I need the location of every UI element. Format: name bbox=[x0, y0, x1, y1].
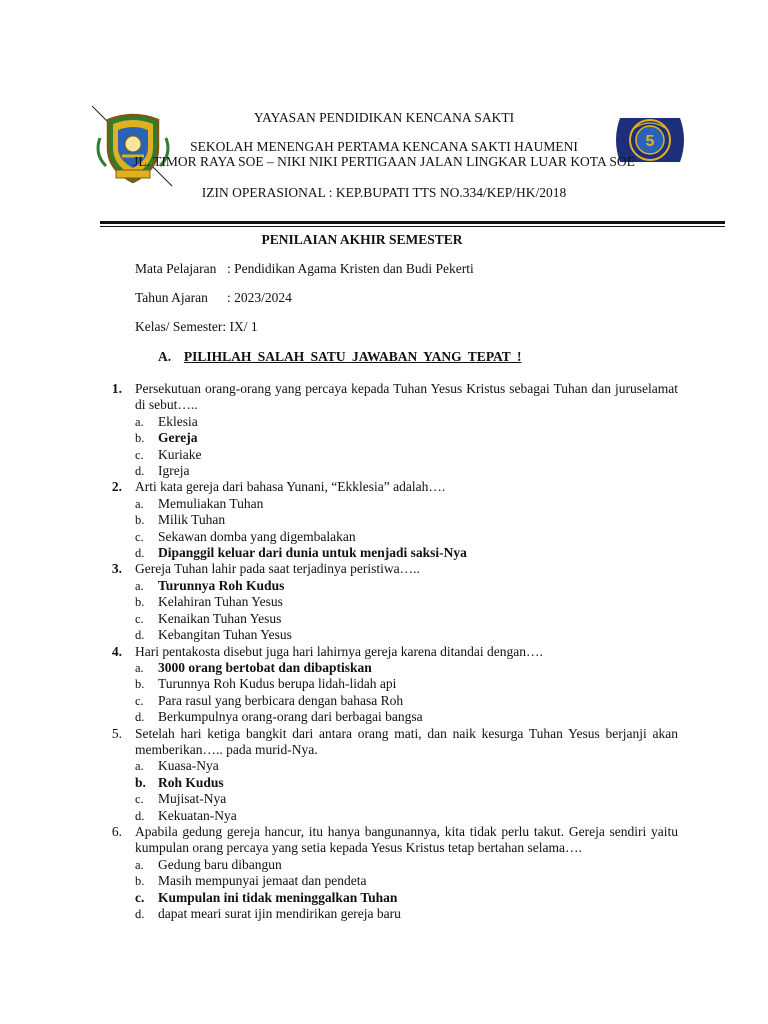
answer-option bbox=[135, 529, 678, 545]
answer-option bbox=[135, 906, 678, 922]
answer-option bbox=[135, 463, 678, 479]
question-number: 1. bbox=[111, 381, 122, 396]
option-letter: b. bbox=[135, 874, 145, 889]
option-text: Milik Tuhan bbox=[158, 512, 226, 528]
answer-option bbox=[135, 660, 678, 676]
option-letter: d. bbox=[135, 628, 145, 643]
school-name: SEKOLAH MENENGAH PERTAMA KENCANA SAKTI HAUMENI bbox=[190, 139, 578, 154]
academic-year-label: Tahun Ajaran bbox=[135, 290, 208, 305]
question-item bbox=[104, 824, 678, 922]
option-letter: d. bbox=[135, 464, 145, 479]
option-text: Kebangitan Tuhan Yesus bbox=[158, 627, 292, 643]
class-semester-row bbox=[135, 319, 258, 335]
question-text: Persekutuan orang-orang yang percaya kepada Tuhan Yesus Kristus sebagai Tuhan dan juruselamat di sebut….. bbox=[135, 381, 678, 413]
option-text: dapat meari surat ijin mendirikan gereja baru bbox=[158, 906, 401, 921]
answer-option bbox=[135, 545, 678, 561]
question-item bbox=[104, 479, 678, 561]
option-text: Berkumpulnya orang-orang dari berbagai bangsa bbox=[158, 709, 423, 725]
answer-option bbox=[135, 709, 678, 725]
answer-option bbox=[135, 627, 678, 643]
option-text: Igreja bbox=[158, 463, 190, 479]
question-item bbox=[104, 561, 678, 643]
foundation-name: YAYASAN PENDIDIKAN KENCANA SAKTI bbox=[253, 110, 515, 125]
option-text: Kekuatan-Nya bbox=[158, 807, 237, 823]
answer-option bbox=[135, 890, 678, 906]
option-text: Kelahiran Tuhan Yesus bbox=[158, 594, 283, 610]
option-letter: a. bbox=[135, 496, 144, 511]
question-text: Setelah hari ketiga bangkit dari antara orang mati, dan naik kesurga Tuhan Yesus berjanji akan memberikan….. pada murid-Nya. bbox=[135, 725, 678, 757]
option-letter: a. bbox=[135, 759, 144, 774]
question-number: 3. bbox=[111, 561, 122, 577]
header-divider-thin bbox=[100, 226, 725, 227]
option-text: Masih mempunyai jemaat dan pendeta bbox=[158, 873, 367, 889]
option-text: Gereja bbox=[158, 430, 198, 446]
option-text: Gedung baru dibangun bbox=[158, 856, 282, 872]
school-address: JL. TIMOR RAYA SOE – NIKI NIKI PERTIGAAN JALAN LINGKAR LUAR KOTA SOE bbox=[133, 154, 635, 169]
option-letter: b. bbox=[135, 774, 146, 790]
answer-option bbox=[135, 430, 678, 446]
option-text: Turunnya Roh Kudus berupa lidah-lidah api bbox=[158, 676, 397, 692]
question-item bbox=[104, 644, 678, 726]
option-text: Kuriake bbox=[158, 446, 202, 462]
option-letter: a. bbox=[135, 857, 144, 872]
question-list bbox=[104, 381, 678, 922]
question-number: 4. bbox=[111, 643, 122, 659]
answer-option bbox=[135, 857, 678, 873]
question-text: Hari pentakosta disebut juga hari lahirnya gereja karena ditandai dengan…. bbox=[135, 643, 543, 659]
option-letter: b. bbox=[135, 677, 145, 692]
operational-permit: IZIN OPERASIONAL : KEP.BUPATI TTS NO.334/KEP/HK/2018 bbox=[201, 185, 567, 200]
answer-option bbox=[135, 578, 678, 594]
option-text: Sekawan domba yang digembalakan bbox=[158, 528, 356, 544]
section-marker: A. bbox=[158, 349, 172, 364]
option-letter: d. bbox=[135, 808, 145, 823]
answer-option bbox=[135, 496, 678, 512]
option-letter: a. bbox=[135, 414, 144, 429]
answer-option bbox=[135, 808, 678, 824]
question-text: Gereja Tuhan lahir pada saat terjadinya peristiwa….. bbox=[135, 561, 420, 577]
option-text: 3000 orang bertobat dan dibaptiskan bbox=[158, 659, 372, 675]
answer-option bbox=[135, 791, 678, 807]
option-text: Kuasa-Nya bbox=[158, 758, 219, 774]
option-text: Para rasul yang berbicara dengan bahasa Roh bbox=[158, 692, 404, 708]
option-letter: c. bbox=[135, 889, 145, 905]
answer-option bbox=[135, 775, 678, 791]
question-text: Apabila gedung gereja hancur, itu hanya bangunannya, kita tidak perlu takut. Gereja sendiri yaitu kumpulan orang percaya yang setia kepada Yesus Kristus tetap bertahan selama…. bbox=[135, 823, 678, 856]
option-text: Dipanggil keluar dari dunia untuk menjadi saksi-Nya bbox=[158, 545, 467, 561]
option-letter: c. bbox=[135, 529, 144, 544]
answer-option bbox=[135, 447, 678, 463]
question-text: Arti kata gereja dari bahasa Yunani, “Ekklesia” adalah…. bbox=[135, 479, 446, 495]
option-letter: d. bbox=[135, 907, 145, 921]
option-letter: a. bbox=[135, 660, 144, 675]
option-text: Turunnya Roh Kudus bbox=[158, 577, 285, 593]
answer-option bbox=[135, 594, 678, 610]
option-text: Kenaikan Tuhan Yesus bbox=[158, 610, 282, 626]
question-item bbox=[104, 726, 678, 824]
class-semester-value: : IX/ 1 bbox=[222, 319, 258, 334]
subject-label: Mata Pelajaran bbox=[135, 261, 217, 276]
academic-year-row bbox=[135, 290, 292, 306]
answer-option bbox=[135, 414, 678, 430]
answer-option bbox=[135, 676, 678, 692]
answer-option bbox=[135, 611, 678, 627]
exam-title: PENILAIAN AKHIR SEMESTER bbox=[261, 232, 463, 247]
option-text: Memuliakan Tuhan bbox=[158, 495, 264, 511]
subject-value: : Pendidikan Agama Kristen dan Budi Pekerti bbox=[227, 261, 474, 276]
subject-row bbox=[135, 261, 474, 277]
option-text: Kumpulan ini tidak meninggalkan Tuhan bbox=[158, 889, 398, 905]
option-letter: c. bbox=[135, 693, 144, 708]
option-letter: c. bbox=[135, 792, 144, 807]
answer-option bbox=[135, 873, 678, 889]
section-instruction: PILIHLAH SALAH SATU JAWABAN YANG TEPAT ! bbox=[183, 349, 522, 364]
answer-option bbox=[135, 512, 678, 528]
academic-year-value: : 2023/2024 bbox=[227, 290, 292, 305]
question-number: 6. bbox=[111, 823, 122, 839]
option-letter: d. bbox=[135, 710, 145, 725]
option-text: Roh Kudus bbox=[158, 774, 224, 790]
question-item bbox=[104, 381, 678, 479]
answer-option bbox=[135, 693, 678, 709]
option-letter: b. bbox=[135, 595, 145, 610]
section-heading bbox=[158, 349, 521, 365]
header-divider-thick bbox=[100, 221, 725, 224]
answer-option bbox=[135, 758, 678, 774]
question-number: 5. bbox=[111, 725, 122, 741]
option-letter: d. bbox=[135, 546, 145, 561]
class-semester-label: Kelas/ Semester bbox=[135, 319, 223, 334]
question-number: 2. bbox=[111, 479, 122, 495]
option-text: Eklesia bbox=[158, 413, 198, 429]
option-letter: c. bbox=[135, 611, 144, 626]
option-letter: c. bbox=[135, 447, 144, 462]
option-letter: a. bbox=[135, 578, 144, 593]
option-text: Mujisat-Nya bbox=[158, 791, 227, 807]
option-letter: b. bbox=[135, 513, 145, 528]
option-letter: b. bbox=[135, 431, 145, 446]
right-logo-number: 5 bbox=[645, 133, 655, 150]
